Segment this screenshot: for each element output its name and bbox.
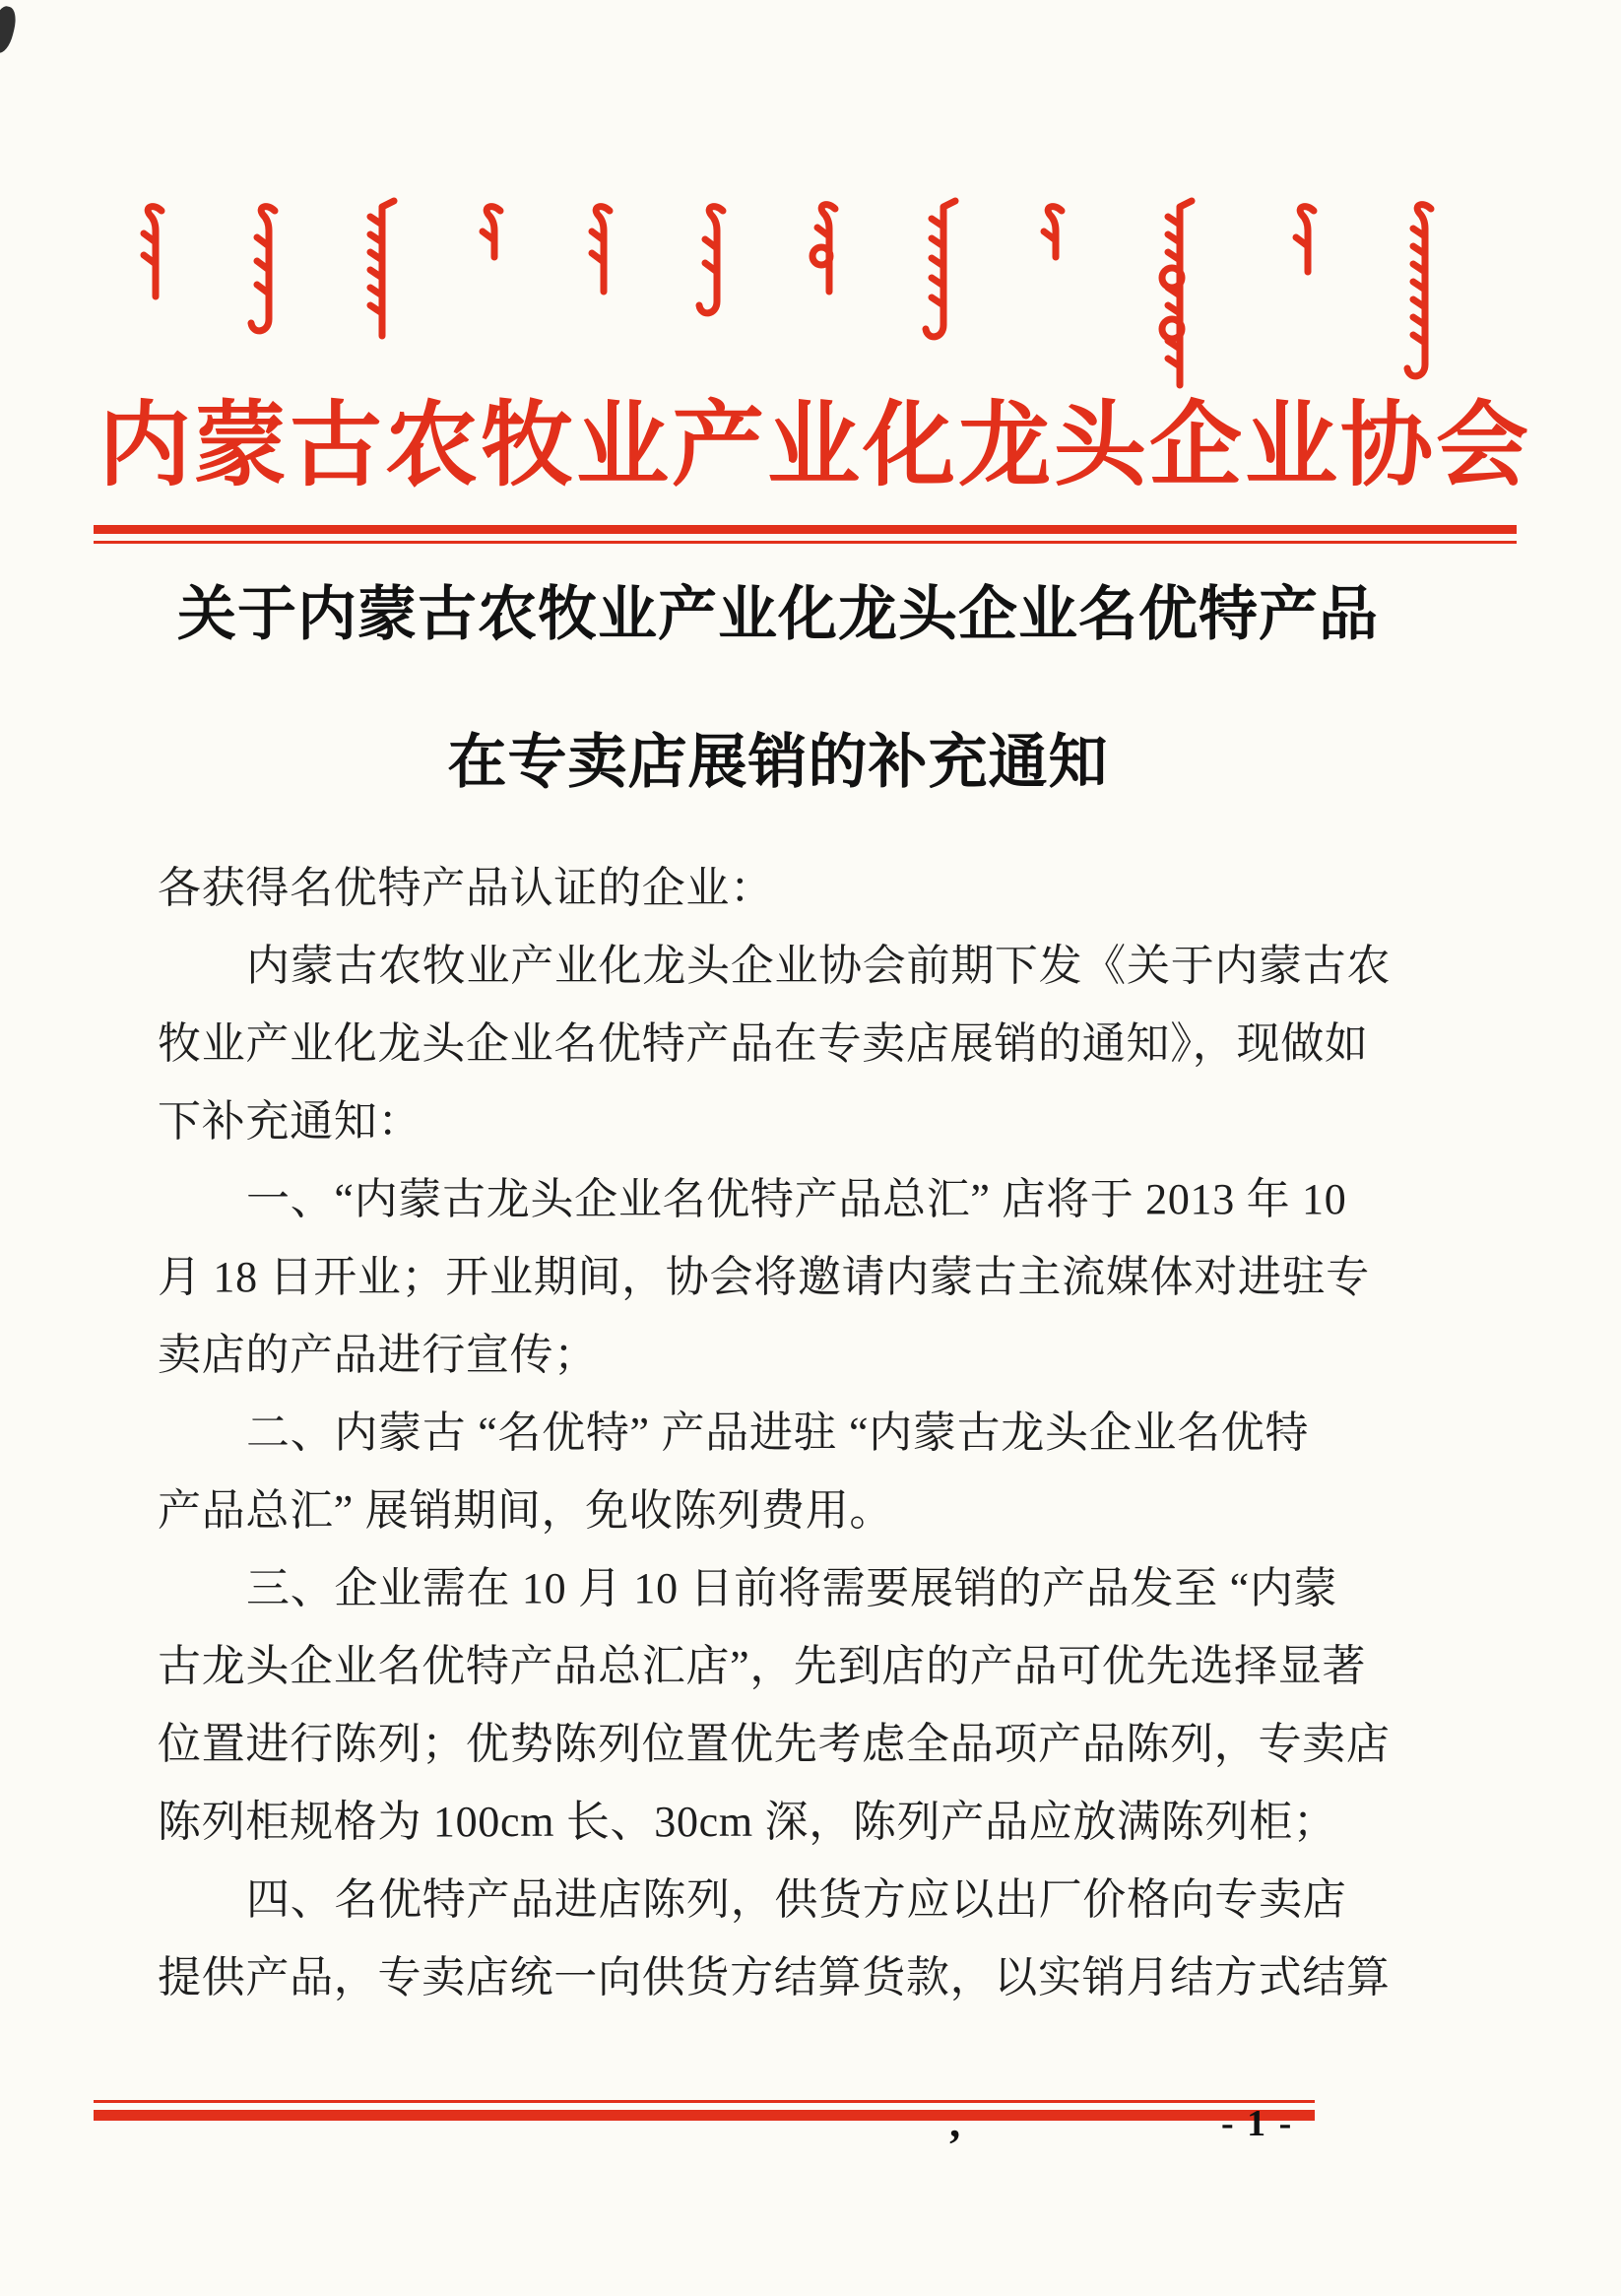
mongolian-glyph <box>1044 207 1062 257</box>
body-line: 陈列柜规格为 100cm 长、30cm 深，陈列产品应放满陈列柜； <box>158 1798 1337 1846</box>
body-line-salutation: 各获得名优特产品认证的企业： <box>158 864 774 912</box>
mongolian-script-band <box>138 195 1448 397</box>
footer-rule-thin <box>94 2100 1315 2103</box>
mongolian-glyph <box>1296 207 1314 272</box>
body-line-item-2: 二、内蒙古 “名优特” 产品进驻 “内蒙古龙头企业名优特 <box>246 1409 1310 1457</box>
body-line-item-3: 三、企业需在 10 月 10 日前将需要展销的产品发至 “内蒙 <box>246 1564 1338 1612</box>
scan-artifact-mark: ’ <box>947 2121 962 2169</box>
mongolian-glyph <box>483 207 500 257</box>
body-line: 内蒙古农牧业产业化龙头企业协会前期下发《关于内蒙古农 <box>246 942 1392 990</box>
mongolian-glyph <box>1407 205 1431 376</box>
body-line: 月 18 日开业；开业期间，协会将邀请内蒙古主流媒体对进驻专 <box>158 1253 1370 1301</box>
scan-artifact-corner <box>0 4 19 55</box>
mongolian-glyph <box>370 201 394 336</box>
notice-title-line1: 关于内蒙古农牧业产业化龙头企业名优特产品 <box>177 582 1379 647</box>
footer-rule-thick <box>94 2110 1315 2121</box>
body-line: 卖店的产品进行宣传； <box>158 1331 598 1379</box>
page-number: - 1 - <box>1221 2103 1294 2144</box>
header-rule-thick <box>94 525 1517 534</box>
mongolian-glyph <box>699 207 723 313</box>
notice-title-line2: 在专卖店展销的补充通知 <box>447 730 1109 795</box>
body-line: 牧业产业化龙头企业名优特产品在专卖店展销的通知》，现做如 <box>158 1019 1369 1068</box>
mongolian-glyph <box>926 201 955 337</box>
org-title: 内蒙古农牧业产业化龙头企业协会 <box>98 395 1532 497</box>
mongolian-glyph <box>144 207 162 296</box>
notice-body <box>158 849 1487 2016</box>
mongolian-glyph <box>1162 201 1192 385</box>
body-line-item-1: 一、“内蒙古龙头企业名优特产品总汇” 店将于 2013 年 10 <box>246 1175 1347 1223</box>
mongolian-glyph <box>251 207 275 331</box>
mongolian-glyph <box>592 207 610 292</box>
body-line: 古龙头企业名优特产品总汇店”，先到店的产品可优先选择显著 <box>158 1642 1367 1690</box>
header-rule-thin <box>94 541 1517 544</box>
body-line-item-4: 四、名优特产品进店陈列，供货方应以出厂价格向专卖店 <box>246 1875 1347 1924</box>
body-line: 位置进行陈列；优势陈列位置优先考虑全品项产品陈列，专卖店 <box>158 1720 1391 1768</box>
body-line: 产品总汇” 展销期间，免收陈列费用。 <box>158 1486 894 1535</box>
body-line: 下补充通知： <box>158 1097 422 1146</box>
mongolian-glyph <box>812 205 835 292</box>
body-line: 提供产品，专卖店统一向供货方结算货款，以实销月结方式结算 <box>158 1953 1391 2001</box>
